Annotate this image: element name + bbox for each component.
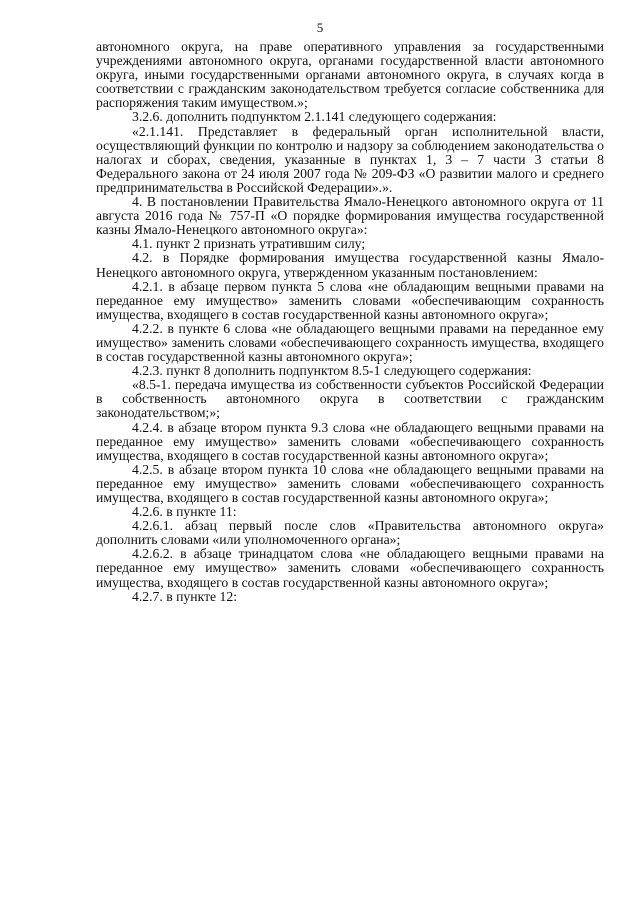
paragraph-4-2-4: 4.2.4. в абзаце втором пункта 9.3 слова «не обладающего вещными правами на переданное ему имущество» заменить словами «обеспечивающего сохранность имущества, входящего в состав государственной казны автономного округа»; [96,419,604,463]
page-number: 5 [316,20,324,35]
paragraph-4-2-2: 4.2.2. в пункте 6 слова «не обладающего вещными правами на переданное ему имущество» заменить словами «обеспечивающего сохранность имущества, входящего в состав государственной казны автономного округа»; [96,320,604,365]
paragraph-4-2-6-2: 4.2.6.2. в абзаце тринадцатом слова «не обладающего вещными правами на переданное ему имущество» заменить словами «обеспечивающего сохранность имущества, входящего в состав государственной казны автономного округа»; [96,546,604,590]
paragraph-2-1-141: «2.1.141. Представляет в федеральный орган исполнительной власти, осуществляющий функции по контролю и надзору за соблюдением законодательства о налогах и сборах, сведения, указанные в пунктах 1, 3 – 7 части 3 статьи 8 Федерального закона от 24 июля 2007 года № 209-ФЗ «О развитии малого и среднего предпринимательства в Российской Федерации».». [96,123,604,195]
paragraph-4-2-1: 4.2.1. в абзаце первом пункта 5 слова «не обладающим вещными правами на переданное ему имущество» заменить словами «обеспечивающим сохранность имущества, входящего в состав государственной казны автономного округа»; [96,278,604,322]
paragraph-4-2-6: 4.2.6. в пункте 11: [132,504,237,520]
document-body [96,40,604,604]
paragraph-4-2-6-1: 4.2.6.1. абзац первый после слов «Правительства автономного округа» дополнить словами «или уполномоченного органа»; [96,518,604,548]
paragraph-8-5-1: «8.5-1. передача имущества из собственности субъектов Российской Федерации в собственность автономного округа в соответствии с гражданским законодательством;»; [96,377,604,421]
paragraph-4-1: 4.1. пункт 2 признать утратившим силу; [132,236,366,252]
paragraph-4-2: 4.2. в Порядке формирования имущества государственной казны Ямало-Ненецкого автономного округа, утвержденном указанным постановлением: [96,250,604,280]
paragraph-4: 4. В постановлении Правительства Ямало-Ненецкого автономного округа от 11 августа 2016 года № 757-П «О порядке формирования имущества государственной казны Ямало-Ненецкого автономного округа»: [96,194,604,238]
paragraph-4-2-3: 4.2.3. пункт 8 дополнить подпунктом 8.5-1 следующего содержания: [132,363,532,379]
paragraph-4-2-5: 4.2.5. в абзаце втором пункта 10 слова «не обладающего вещными правами на переданное ему имущество» заменить словами «обеспечивающего сохранность имущества, входящего в состав государственной казны автономного округа»; [96,461,604,505]
paragraph-3-2-6: 3.2.6. дополнить подпунктом 2.1.141 следующего содержания: [132,109,497,125]
paragraph-continuation: автономного округа, на праве оперативного управления за государственными учреждениями автономного округа, органами государственной власти автономного округа, иными государственными органами автономного округа, в случаях когда в соответствии с гражданским законодательством требуется согласие собственника для распоряжения таким имуществом.»; [96,39,604,111]
paragraph-4-2-7: 4.2.7. в пункте 12: [132,588,238,604]
